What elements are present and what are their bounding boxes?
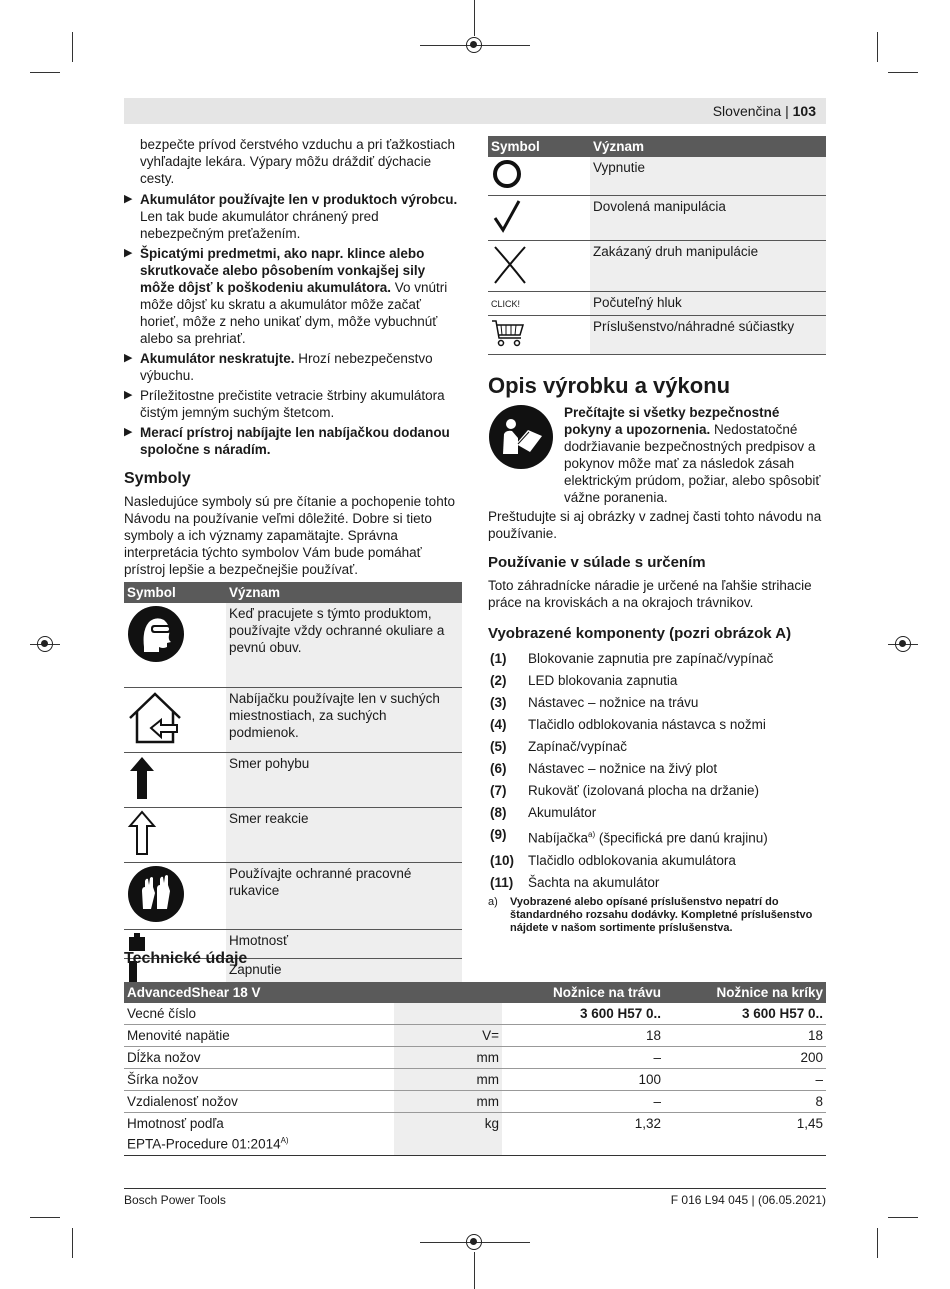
list-item (490, 760, 826, 777)
table-row (124, 1091, 826, 1113)
meaning-cell: Počuteľný hluk (590, 292, 826, 316)
tech-header-shrub: Nožnice na kríky (664, 982, 826, 1003)
symbol-cell (124, 807, 226, 862)
meaning-cell: Zakázaný druh manipulácie (590, 241, 826, 292)
symbols-table-continued (488, 136, 826, 355)
header-separator: | (785, 103, 789, 119)
list-item (490, 852, 826, 869)
crop-mark (72, 32, 73, 62)
table-header-symbol: Symbol (488, 136, 590, 157)
list-item (490, 874, 826, 891)
study-text: Preštudujte si aj obrázky v zadnej časti tohto návodu na používanie. (488, 509, 822, 541)
table-row (488, 316, 826, 355)
intro-paragraph: bezpečte prívod čerstvého vzduchu a pri ťažkostiach vyhľadajte lekára. Výpary môžu dráždiť dýchacie cesty. (140, 137, 455, 186)
component-number: (5) (490, 739, 507, 754)
tech-unit: mm (394, 1047, 502, 1069)
component-number: (6) (490, 761, 507, 776)
tech-label (124, 1113, 394, 1156)
tech-value-shrub: 18 (664, 1025, 826, 1047)
component-text: Tlačidlo odblokovania nástavca s nožmi (528, 717, 766, 732)
bullet-text: Vo vnútri môže dôjsť ku skratu a akumulátor môže začať horieť, môže z neho unikať dym, môže vybuchnúť alebo sa prehriať. (140, 280, 448, 346)
right-column (488, 136, 826, 935)
list-item (490, 694, 826, 711)
checkmark-icon (491, 198, 523, 234)
left-column (124, 136, 462, 998)
footnote-ref: A) (280, 1136, 289, 1145)
tech-value-grass: 3 600 H57 0.. (502, 1003, 664, 1025)
list-item (490, 782, 826, 799)
crop-mark (474, 0, 475, 36)
bullet-item (124, 350, 462, 384)
dry-indoor-house-icon (127, 690, 185, 746)
bullet-bold: Merací prístroj nabíjajte len nabíjačkou dodanou spoločne s náradím. (140, 425, 450, 457)
page-header (124, 98, 826, 124)
protective-gloves-icon (127, 865, 185, 923)
bullet-text: Len tak bude akumulátor chránený pred nebezpečným preťažením. (140, 209, 379, 241)
tech-value-grass: 100 (502, 1069, 664, 1091)
table-row (124, 862, 462, 929)
meaning-cell: Príslušenstvo/náhradné súčiastky (590, 316, 826, 355)
tech-value-grass: 1,32 (502, 1113, 664, 1156)
weight-icon (127, 932, 147, 952)
tech-heading: Technické údaje (124, 950, 248, 967)
bullet-item (124, 245, 462, 347)
tech-value-shrub: 200 (664, 1047, 826, 1069)
symbol-cell (488, 196, 590, 241)
table-row (124, 603, 462, 687)
table-header-meaning: Význam (226, 582, 462, 603)
click-icon: CLICK! (491, 299, 521, 309)
crop-mark (877, 1228, 878, 1258)
tech-label: Menovité napätie (124, 1025, 394, 1047)
tech-label-line1: Hmotnosť podľa (127, 1116, 224, 1131)
registration-mark-icon (37, 636, 53, 652)
component-number: (4) (490, 717, 507, 732)
meaning-cell: Keď pracujete s týmto produktom, používajte vždy ochranné okuliare a pevnú obuv. (226, 603, 462, 687)
footnote-text: Vyobrazené alebo opísané príslušenstvo nepatrí do štandardného rozsahu dodávky. Kompletné príslušenstvo nájdete v našom sortimente príslušenstva. (510, 895, 813, 934)
component-number: (2) (490, 673, 507, 688)
table-header-symbol: Symbol (124, 582, 226, 603)
component-number: (3) (490, 695, 507, 710)
tech-table (124, 982, 826, 1156)
component-text: Blokovanie zapnutia pre zapínač/vypínač (528, 651, 774, 666)
table-row (124, 1113, 826, 1156)
component-text: Tlačidlo odblokovania akumulátora (528, 852, 736, 868)
table-row (124, 807, 462, 862)
symbol-cell (124, 603, 226, 687)
meaning-cell: Dovolená manipulácia (590, 196, 826, 241)
component-text: Rukoväť (izolovaná plocha na držanie) (528, 783, 759, 798)
section-title: Opis výrobku a výkonu (488, 373, 731, 398)
read-manual-icon (488, 404, 554, 470)
tech-unit: mm (394, 1091, 502, 1113)
table-row (124, 1069, 826, 1091)
table-row (488, 196, 826, 241)
components-heading: Vyobrazené komponenty (pozri obrázok A) (488, 625, 792, 642)
registration-mark-icon (895, 636, 911, 652)
symbol-cell (488, 292, 590, 316)
tech-unit (394, 1003, 502, 1025)
bullet-bold: Akumulátor neskratujte. (140, 351, 295, 366)
crop-mark (877, 32, 878, 62)
tech-unit: mm (394, 1069, 502, 1091)
bullet-bold: Špicatými predmetmi, ako napr. klince alebo skrutkovače alebo pôsobením vonkajšej sily môže dôjsť k poškodeniu akumulátora. (140, 246, 426, 295)
list-item (490, 672, 826, 689)
symbols-intro: Nasledujúce symboly sú pre čítanie a pochopenie tohto Návodu na používanie veľmi dôležité. Dobre si tieto symboly a ich významy zapamätajte. Správna interpretácia týchto symbolov Vám bude pomáhať prístroj lepšie a bezpečnejšie používať. (124, 494, 455, 577)
tech-value-shrub: 3 600 H57 0.. (664, 1003, 826, 1025)
movement-arrow-icon (127, 755, 157, 801)
symbol-cell (488, 157, 590, 196)
table-header-meaning: Význam (590, 136, 826, 157)
meaning-cell: Hmotnosť (226, 929, 462, 958)
footer-right: F 016 L94 045 | (06.05.2021) (670, 1193, 826, 1207)
tech-label: Vzdialenosť nožov (124, 1091, 394, 1113)
reaction-arrow-icon (127, 810, 157, 856)
component-text: Nabíjačka (528, 830, 589, 846)
tech-unit: kg (394, 1113, 502, 1156)
table-row (488, 157, 826, 196)
crop-mark (30, 72, 60, 73)
footer-divider (124, 1188, 826, 1189)
tech-value-grass: – (502, 1091, 664, 1113)
meaning-cell: Zapnutie (226, 958, 462, 997)
components-list (488, 650, 826, 891)
tech-unit: V= (394, 1025, 502, 1047)
switch-off-icon (491, 159, 523, 189)
crop-mark (888, 72, 918, 73)
symbol-cell (124, 862, 226, 929)
tech-value-grass: – (502, 1047, 664, 1069)
bullet-item (124, 424, 462, 458)
table-row (124, 1047, 826, 1069)
component-number: (10) (490, 852, 515, 868)
list-item (490, 650, 826, 667)
component-text: Akumulátor (528, 805, 597, 820)
footer-left: Bosch Power Tools (124, 1193, 226, 1207)
meaning-cell: Nabíjačku používajte len v suchých miestnostiach, za suchých podmienok. (226, 687, 462, 752)
footnote-ref: a) (588, 830, 596, 839)
component-text-after: (špecifická pre danú krajinu) (595, 830, 768, 846)
component-text: Zapínač/vypínač (528, 739, 628, 754)
meaning-cell: Smer reakcie (226, 807, 462, 862)
tech-header-grass: Nožnice na trávu (502, 982, 664, 1003)
bullet-item (124, 387, 462, 421)
table-row (124, 1003, 826, 1025)
tech-value-shrub: 8 (664, 1091, 826, 1113)
bullet-item (124, 191, 462, 242)
manual-bold: Prečítajte si všetky bezpečnostné pokyny a upozornenia. (564, 405, 780, 437)
list-item (490, 738, 826, 755)
intended-use-heading: Používanie v súlade s určením (488, 554, 706, 571)
symbols-heading: Symboly (124, 470, 191, 487)
tech-value-shrub: – (664, 1069, 826, 1091)
page-number: 103 (792, 103, 816, 119)
meaning-cell: Vypnutie (590, 157, 826, 196)
shopping-cart-icon (491, 318, 525, 348)
registration-mark-icon (466, 1234, 482, 1250)
component-number: (8) (490, 805, 507, 820)
table-row (124, 1025, 826, 1047)
tech-value-grass: 18 (502, 1025, 664, 1047)
meaning-cell: Smer pohybu (226, 752, 462, 807)
symbols-table (124, 582, 462, 998)
bullet-bold: Akumulátor používajte len v produktoch výrobcu. (140, 192, 458, 207)
tech-label-line2: EPTA-Procedure 01:2014 (127, 1136, 281, 1152)
tech-label: Šírka nožov (124, 1069, 394, 1091)
bullet-text: Hrozí nebezpečenstvo výbuchu. (140, 351, 433, 383)
table-row (124, 752, 462, 807)
component-number: (11) (490, 874, 514, 890)
symbol-cell (124, 687, 226, 752)
tech-label: Vecné číslo (124, 1003, 394, 1025)
table-row (124, 687, 462, 752)
crop-mark (888, 1217, 918, 1218)
tech-label: Dĺžka nožov (124, 1047, 394, 1069)
manual-notice (488, 404, 826, 506)
component-number: (1) (490, 651, 507, 666)
crop-mark (30, 1217, 60, 1218)
meaning-cell: Používajte ochranné pracovné rukavice (226, 862, 462, 929)
component-number: (7) (490, 783, 507, 798)
symbol-cell (488, 316, 590, 355)
safety-goggles-icon (127, 605, 185, 663)
cross-icon (491, 243, 529, 285)
manual-text: Nedostatočné dodržiavanie bezpečnostných predpisov a pokynov môže mať za následok zásah elektrickým prúdom, požiar, alebo spôsobiť vážne poranenia. (564, 422, 821, 505)
tech-header-model: AdvancedShear 18 V (124, 982, 394, 1003)
bullet-text: Príležitostne prečistite vetracie štrbiny akumulátora čistým jemným suchým štetcom. (140, 388, 445, 420)
header-text (713, 103, 816, 120)
component-text: Nástavec – nožnice na trávu (528, 695, 699, 710)
header-language: Slovenčina (712, 103, 782, 119)
symbol-cell (124, 752, 226, 807)
list-item (490, 804, 826, 821)
component-text: LED blokovania zapnutia (528, 673, 678, 688)
footnote-mark: a) (488, 895, 498, 908)
tech-value-shrub: 1,45 (664, 1113, 826, 1156)
table-row (488, 241, 826, 292)
tech-header-unit (394, 982, 502, 1003)
crop-mark (474, 1252, 475, 1289)
component-text: Nástavec – nožnice na živý plot (528, 761, 718, 776)
intended-use-text: Toto záhradnícke náradie je určené na ľahšie strihacie práce na kroviskách a na okrajoch trávnikov. (488, 578, 812, 610)
component-text: Šachta na akumulátor (528, 874, 660, 890)
component-number: (9) (490, 827, 507, 842)
table-row (488, 292, 826, 316)
crop-mark (72, 1228, 73, 1258)
footnote (488, 896, 826, 935)
symbol-cell (488, 241, 590, 292)
list-item (490, 716, 826, 733)
registration-mark-icon (466, 37, 482, 53)
list-item (490, 826, 826, 847)
